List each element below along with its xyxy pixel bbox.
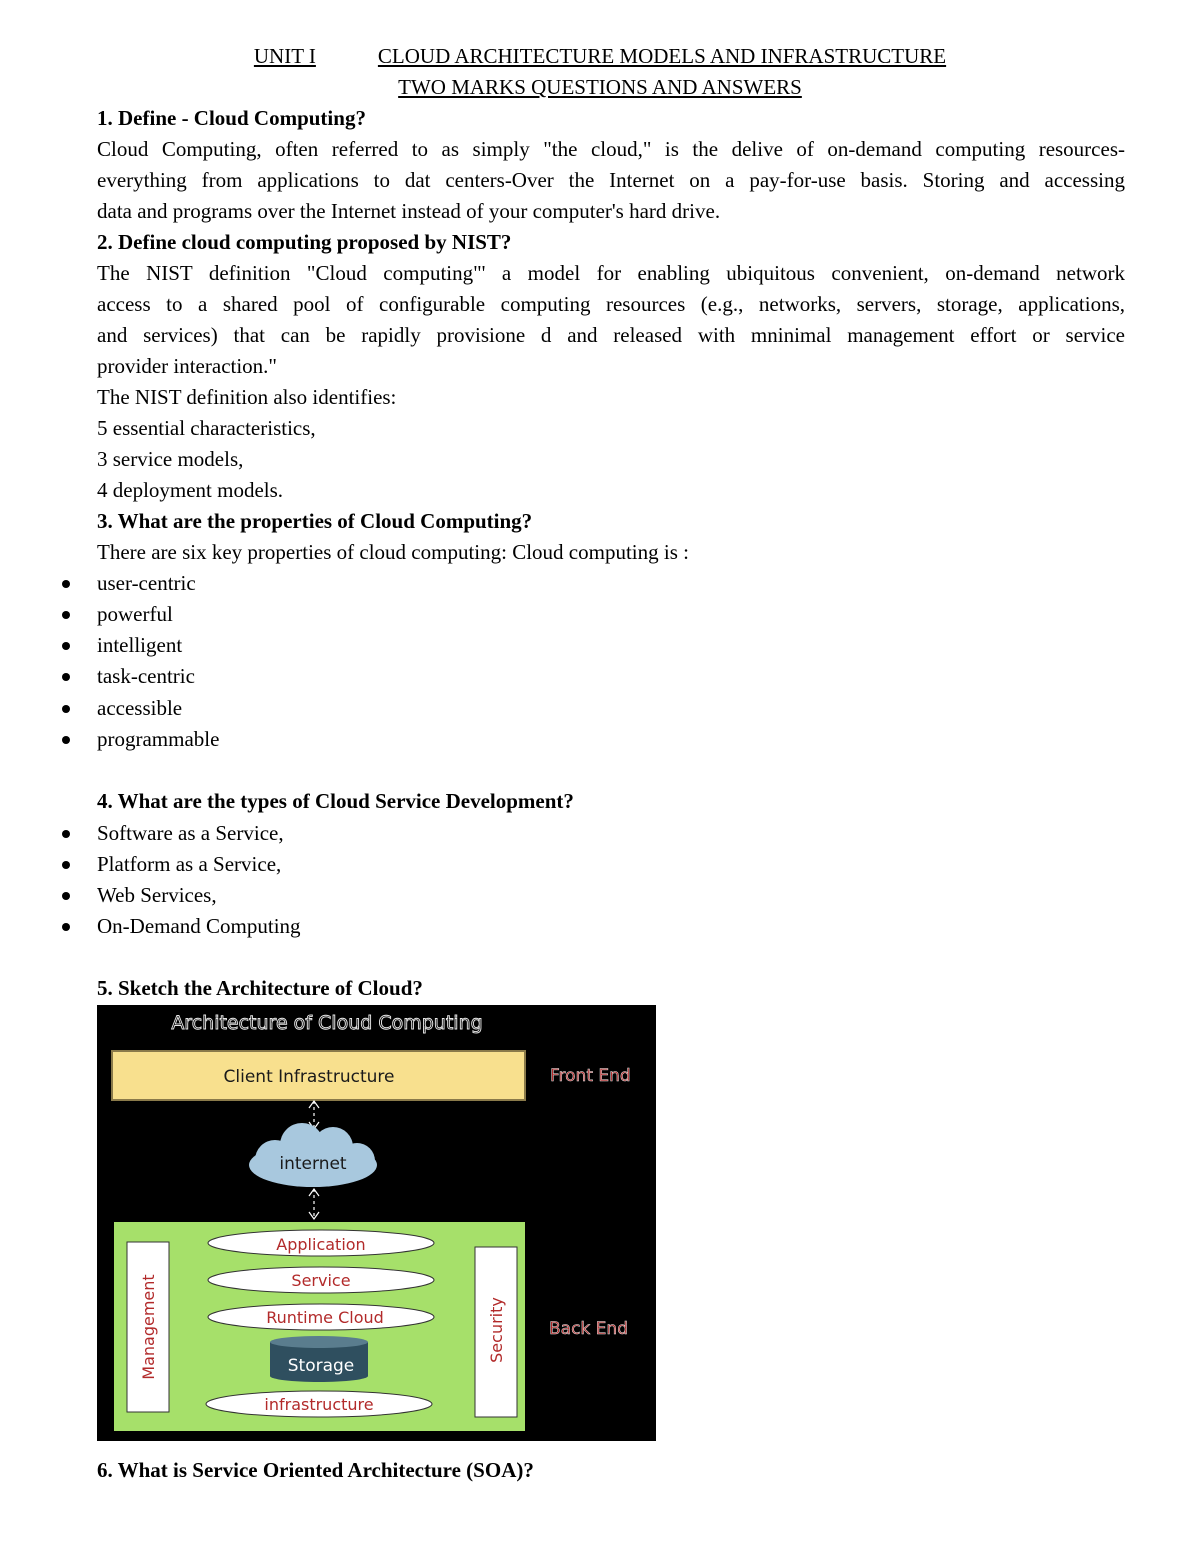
list-item: intelligent [97, 630, 182, 661]
answer-3-intro: There are six key properties of cloud computing: Cloud computing is : [97, 540, 689, 564]
page-title [0, 41, 1200, 72]
diagram-title: Architecture of Cloud Computing [171, 1012, 483, 1034]
runtime-cloud-label: Runtime Cloud [266, 1308, 384, 1327]
list-item: Web Services, [97, 880, 217, 911]
nist-characteristics: 5 essential characteristics, [97, 416, 316, 440]
page-subtitle: TWO MARKS QUESTIONS AND ANSWERS [398, 75, 802, 99]
answer-2-line-3: and services) that can be rapidly provisione d and released with mninimal management effort or service [97, 323, 1125, 347]
arrow-icon [309, 1189, 319, 1219]
nist-service-models: 3 service models, [97, 447, 244, 471]
question-4: 4. What are the types of Cloud Service Development? [97, 789, 574, 813]
internet-label: internet [279, 1154, 347, 1174]
application-label: Application [276, 1235, 366, 1254]
answer-1-line-3: data and programs over the Internet instead of your computer's hard drive. [97, 199, 721, 223]
storage-label: Storage [287, 1356, 355, 1376]
unit-title: CLOUD ARCHITECTURE MODELS AND INFRASTRUCTURE [377, 44, 947, 68]
list-item: task-centric [97, 661, 195, 692]
question-2: 2. Define cloud computing proposed by NIST? [97, 230, 512, 254]
answer-1-line-1: Cloud Computing, often referred to as simply "the cloud," is the delive of on-demand computing resources- [97, 137, 1125, 161]
management-label: Management [139, 1274, 158, 1380]
question-3: 3. What are the properties of Cloud Computing? [97, 509, 533, 533]
answer-2-line-1: The NIST definition "Cloud computing"' a model for enabling ubiquitous convenient, on-demand network [97, 261, 1125, 285]
list-item: accessible [97, 693, 182, 724]
front-end-label: Front End [550, 1066, 631, 1086]
client-infrastructure-label: Client Infrastructure [223, 1067, 395, 1087]
cloud-architecture-diagram [97, 1005, 656, 1441]
unit-label: UNIT I [253, 44, 316, 68]
answer-1-line-2: everything from applications to dat centers-Over the Internet on a pay-for-use basis. Storing and accessing [97, 168, 1125, 192]
service-label: Service [291, 1271, 351, 1290]
question-6: 6. What is Service Oriented Architecture (SOA)? [97, 1458, 534, 1482]
answer-2-line-4: provider interaction." [97, 354, 278, 378]
question-5: 5. Sketch the Architecture of Cloud? [97, 976, 423, 1000]
list-item: Platform as a Service, [97, 849, 281, 880]
answer-2-line-2: access to a shared pool of configurable computing resources (e.g., networks, servers, storage, applications, [97, 292, 1125, 316]
back-end-label: Back End [549, 1319, 628, 1339]
list-item: powerful [97, 599, 173, 630]
list-item: On-Demand Computing [97, 911, 301, 942]
list-item: programmable [97, 724, 219, 755]
nist-identifies: The NIST definition also identifies: [97, 385, 397, 409]
security-label: Security [487, 1297, 506, 1363]
infrastructure-label: infrastructure [264, 1395, 374, 1414]
list-item: user-centric [97, 568, 196, 599]
nist-deployment-models: 4 deployment models. [97, 478, 284, 502]
question-1: 1. Define - Cloud Computing? [97, 106, 366, 130]
list-item: Software as a Service, [97, 818, 284, 849]
